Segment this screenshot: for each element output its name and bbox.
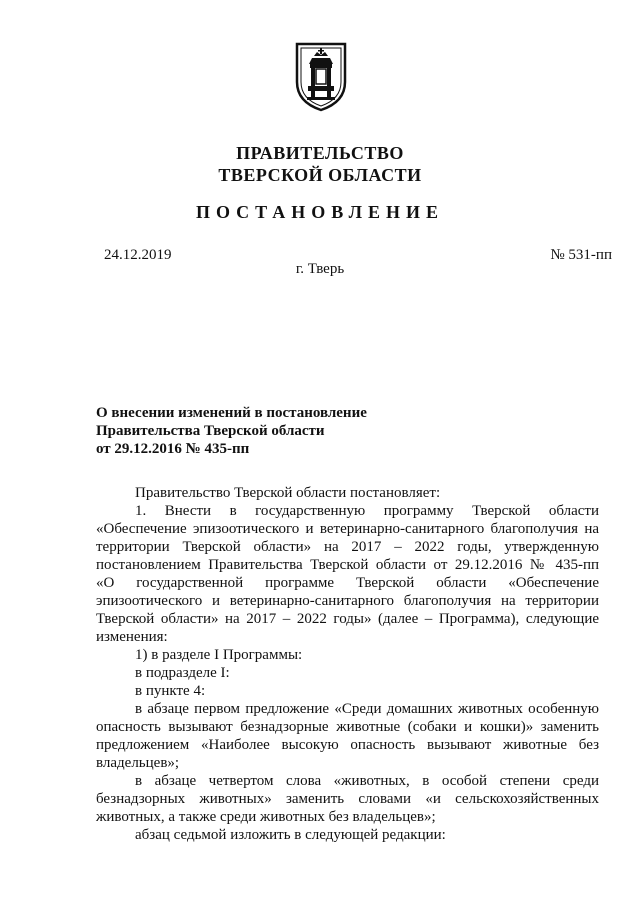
document-subject <box>96 404 416 458</box>
document-body <box>96 484 599 844</box>
paragraph-line: 1. Внести в государственную программу Тверской области <box>135 503 599 519</box>
document-date: 24.12.2019 <box>104 247 172 263</box>
paragraph-line: эпизоотического и ветеринарно-санитарного благополучия на территории <box>96 593 599 609</box>
paragraph-line: изменения: <box>96 629 168 645</box>
paragraph-item: абзац седьмой изложить в следующей редакции: <box>135 827 446 843</box>
paragraph-line: в абзаце первом предложение «Среди домашних животных особенную <box>135 701 599 717</box>
paragraph-line: «Обеспечение эпизоотического и ветеринарно-санитарного благополучия на <box>96 521 599 537</box>
paragraph-item: в подразделе I: <box>135 665 230 681</box>
paragraph-item: в пункте 4: <box>135 683 206 699</box>
paragraph-line: постановлением Правительства Тверской области от 29.12.2016 № 435-пп <box>96 557 599 573</box>
paragraph-preamble: Правительство Тверской области постановляет: <box>135 485 441 501</box>
paragraph-line: «О государственной программе Тверской области «Обеспечение <box>96 575 599 591</box>
paragraph-line: животных, а также среди животных без владельцев»; <box>96 809 436 825</box>
paragraph-line: Тверской области» на 2017 – 2022 годы» (далее – Программа), следующие <box>96 611 599 627</box>
subject-line: от 29.12.2016 № 435-пп <box>96 441 250 457</box>
document-type: ПОСТАНОВЛЕНИЕ <box>195 202 445 222</box>
paragraph-line: безнадзорных животных» заменить словами «и сельскохозяйственных <box>96 791 599 807</box>
subject-line: Правительства Тверской области <box>96 423 325 439</box>
org-name-line2: ТВЕРСКОЙ ОБЛАСТИ <box>218 165 422 185</box>
paragraph-item: 1) в разделе I Программы: <box>135 647 303 663</box>
document-city: г. Тверь <box>295 261 345 277</box>
paragraph-line: территории Тверской области» на 2017 – 2022 годы, утвержденную <box>96 539 599 555</box>
org-name-line1: ПРАВИТЕЛЬСТВО <box>236 143 404 163</box>
tver-coat-of-arms-icon <box>295 42 347 112</box>
paragraph-line: опасность вызывают безнадзорные животные (собаки и кошки)» заменить <box>96 719 599 735</box>
paragraph-line: владельцев»; <box>96 755 180 771</box>
paragraph-line: в абзаце четвертом слова «животных, в особой степени среди <box>135 773 599 789</box>
paragraph-line: предложением «Наиболее высокую опасность вызывают животные без <box>96 737 599 753</box>
subject-line: О внесении изменений в постановление <box>96 405 367 421</box>
document-number: № 531-пп <box>550 247 612 263</box>
